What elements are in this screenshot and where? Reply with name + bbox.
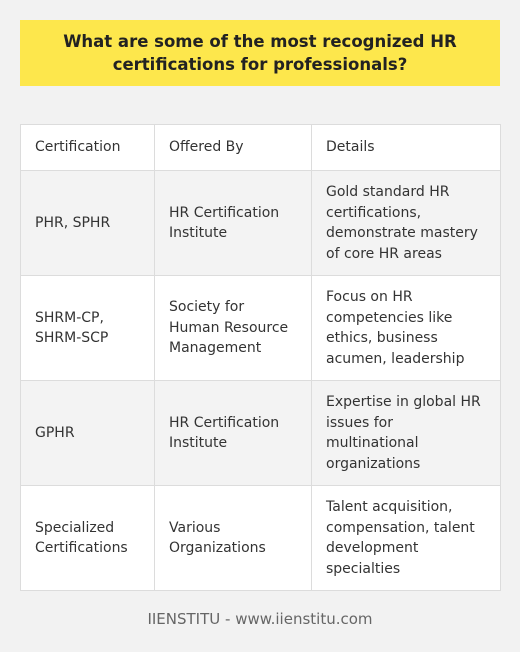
table-row: [21, 486, 501, 591]
cell-certification: SHRM-CP, SHRM-SCP: [21, 276, 155, 381]
page-title: What are some of the most recognized HR certifications for professionals?: [63, 32, 457, 74]
cell-certification: PHR, SPHR: [21, 171, 155, 276]
cell-offered-by: Various Organizations: [155, 486, 312, 591]
certifications-table: [20, 124, 501, 591]
cell-details: Expertise in global HR issues for multinational organizations: [312, 381, 501, 486]
cell-offered-by: Society for Human Resource Management: [155, 276, 312, 381]
cell-details: Talent acquisition, compensation, talent development specialties: [312, 486, 501, 591]
cell-certification: Specialized Certifications: [21, 486, 155, 591]
table-row: [21, 381, 501, 486]
footer-attribution: IIENSTITU - www.iienstitu.com: [147, 610, 373, 628]
cell-offered-by: HR Certification Institute: [155, 171, 312, 276]
title-banner: [20, 20, 500, 86]
column-header-offered-by: Offered By: [155, 125, 312, 171]
cell-offered-by: HR Certification Institute: [155, 381, 312, 486]
table-header-row: [21, 125, 501, 171]
table-row: [21, 276, 501, 381]
table-row: [21, 171, 501, 276]
column-header-certification: Certification: [21, 125, 155, 171]
cell-certification: GPHR: [21, 381, 155, 486]
cell-details: Gold standard HR certifications, demonstrate mastery of core HR areas: [312, 171, 501, 276]
cell-details: Focus on HR competencies like ethics, business acumen, leadership: [312, 276, 501, 381]
column-header-details: Details: [312, 125, 501, 171]
